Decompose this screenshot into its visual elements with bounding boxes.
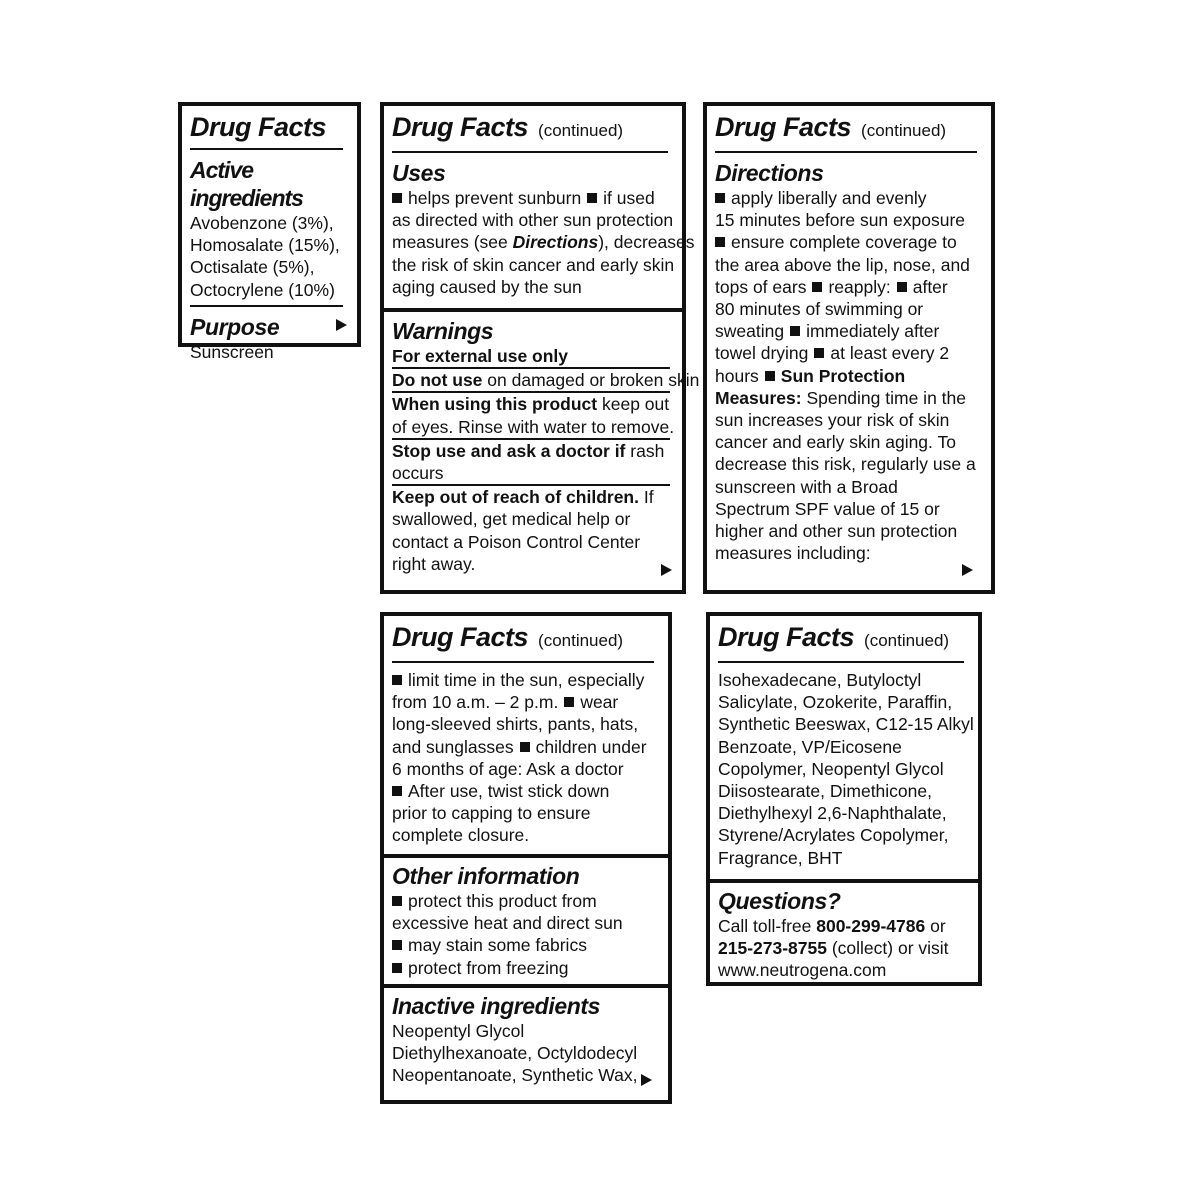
directions-line: prior to capping to ensure [392,803,591,824]
bullet-icon [790,326,800,336]
warnings-heading: Warnings [392,318,494,344]
bullet-icon [564,697,574,707]
inactive-ingredient-line: Fragrance, BHT [718,847,843,868]
directions-line: towel drying at least every 2 [715,343,950,364]
inactive-ingredient-line: Isohexadecane, Butyloctyl [718,670,922,690]
drug-facts-panel-3 [703,102,995,594]
directions-heading: Directions [715,160,824,186]
continued-label: (continued) [861,121,947,140]
directions-line: sweating immediately after [715,321,940,342]
directions-line: 6 months of age: Ask a doctor [392,758,624,779]
drug-facts-panel-4 [380,612,672,1104]
bullet-icon [715,193,725,203]
bullet-icon [392,786,402,796]
warning-do-not-use: Do not use on damaged or broken skin [392,369,670,393]
bullet-icon [520,742,530,752]
drug-facts-heading: Drug Facts [190,112,327,142]
directions-line: tops of ears reapply: after [715,276,948,297]
inactive-ingredient-line: Copolymer, Neopentyl Glycol [718,758,944,779]
warning-keep-out: Keep out of reach of children. If [392,487,654,508]
directions-line: decrease this risk, regularly use a [715,454,976,475]
directions-line: from 10 a.m. – 2 p.m. wear [392,692,619,713]
inactive-ingredient-line: Neopentyl Glycol [392,1021,525,1041]
inactive-ingredient-line: Salicylate, Ozokerite, Paraffin, [718,692,953,713]
warning-stop-use: Stop use and ask a doctor if rash [392,440,665,461]
directions-line: 15 minutes before sun exposure [715,210,966,231]
directions-line: cancer and early skin aging. To [715,432,956,453]
inactive-ingredient-line: Benzoate, VP/Eicosene [718,736,902,757]
warning-keep-out: contact a Poison Control Center [392,531,641,552]
inactive-ingredient-line: Styrene/Acrylates Copolymer, [718,825,949,846]
bullet-icon [392,940,402,950]
questions-heading: Questions? [718,888,841,914]
active-ingredients-heading: Active ingredients [190,157,303,211]
directions-line: long-sleeved shirts, pants, hats, [392,714,639,735]
continued-label: (continued) [538,121,624,140]
drug-facts-panel-5 [706,612,982,986]
continued-label: (continued) [864,631,950,650]
directions-line: limit time in the sun, especially [392,669,660,691]
bullet-icon [392,896,402,906]
uses-line: helps prevent sunburn if used [392,187,674,209]
directions-line: higher and other sun protection [715,521,958,542]
warning-external-use: For external use only [392,345,670,369]
warning-when-using: of eyes. Rinse with water to remove. [392,416,670,440]
continued-label: (continued) [538,631,624,650]
questions-line: Call toll-free 800-299-4786 or [718,916,946,936]
bullet-icon [587,193,597,203]
drug-facts-panel-2 [380,102,700,594]
directions-line: apply liberally and evenly [715,187,983,209]
continue-arrow-icon [641,1074,652,1086]
directions-line: ensure complete coverage to [715,231,983,253]
uses-line: aging caused by the sun [392,276,582,297]
warning-keep-out: swallowed, get medical help or [392,509,631,530]
uses-line: measures (see Directions), decreases [392,232,695,253]
directions-line: After use, twist stick down [392,780,660,802]
bullet-icon [392,963,402,973]
bullet-icon [715,237,725,247]
website-text: www.neutrogena.com [718,960,887,981]
directions-line: Spectrum SPF value of 15 or [715,498,940,519]
inactive-ingredient-line: Diethylhexyl 2,6-Naphthalate, [718,803,947,824]
uses-heading: Uses [392,160,446,186]
directions-line: 80 minutes of swimming or [715,299,924,320]
warning-keep-out: right away. [392,553,476,574]
uses-line: as directed with other sun protection [392,210,674,231]
active-ingredient: Octisalate (5%), [190,257,315,278]
continue-arrow-icon [661,564,672,576]
bullet-icon [392,193,402,203]
warning-stop-use: occurs [392,462,670,486]
bullet-icon [812,282,822,292]
other-info-line: excessive heat and direct sun [392,913,623,934]
bullet-icon [765,371,775,381]
bullet-icon [814,348,824,358]
inactive-ingredient-line: Neopentanoate, Synthetic Wax, [392,1065,638,1086]
phone-toll-free: 800-299-4786 [816,916,926,936]
uses-line: the risk of skin cancer and early skin [392,254,675,275]
drug-facts-heading: Drug Facts [715,112,852,142]
phone-collect: 215-273-8755 [718,938,827,959]
inactive-ingredient-line: Diethylhexanoate, Octyldodecyl [392,1043,638,1064]
active-ingredient: Octocrylene (10%) [190,279,335,300]
other-info-line: protect this product from [392,890,660,912]
bullet-icon [392,675,402,685]
directions-line: and sunglasses children under [392,736,647,757]
other-info-line: may stain some fabrics [392,934,660,956]
other-information-heading: Other information [392,863,580,889]
drug-facts-heading: Drug Facts [718,622,855,652]
inactive-ingredients-heading: Inactive ingredients [392,993,601,1019]
continue-arrow-icon [962,564,973,576]
other-info-line: protect from freezing [392,957,660,979]
directions-line: hours Sun Protection [715,365,906,386]
directions-line: Measures: Spending time in the [715,387,966,408]
bullet-icon [897,282,907,292]
active-ingredient: Homosalate (15%), [190,235,340,256]
drug-facts-panel-1 [178,102,361,362]
directions-line: sun increases your risk of skin [715,410,950,431]
drug-facts-heading: Drug Facts [392,112,529,142]
directions-line: complete closure. [392,825,530,846]
continue-arrow-icon [336,319,347,331]
inactive-ingredient-line: Synthetic Beeswax, C12-15 Alkyl [718,714,974,735]
active-ingredient: Avobenzone (3%), [190,213,334,233]
inactive-ingredient-line: Diisostearate, Dimethicone, [718,781,932,802]
drug-facts-heading: Drug Facts [392,622,529,652]
questions-line: 215-273-8755 (collect) or visit [718,938,949,959]
directions-line: sunscreen with a Broad [715,476,898,497]
purpose-text: Sunscreen [190,341,274,362]
purpose-heading: Purpose [190,313,280,340]
directions-line: measures including: [715,543,871,564]
warning-when-using: When using this product keep out [392,394,670,415]
directions-line: the area above the lip, nose, and [715,254,970,275]
